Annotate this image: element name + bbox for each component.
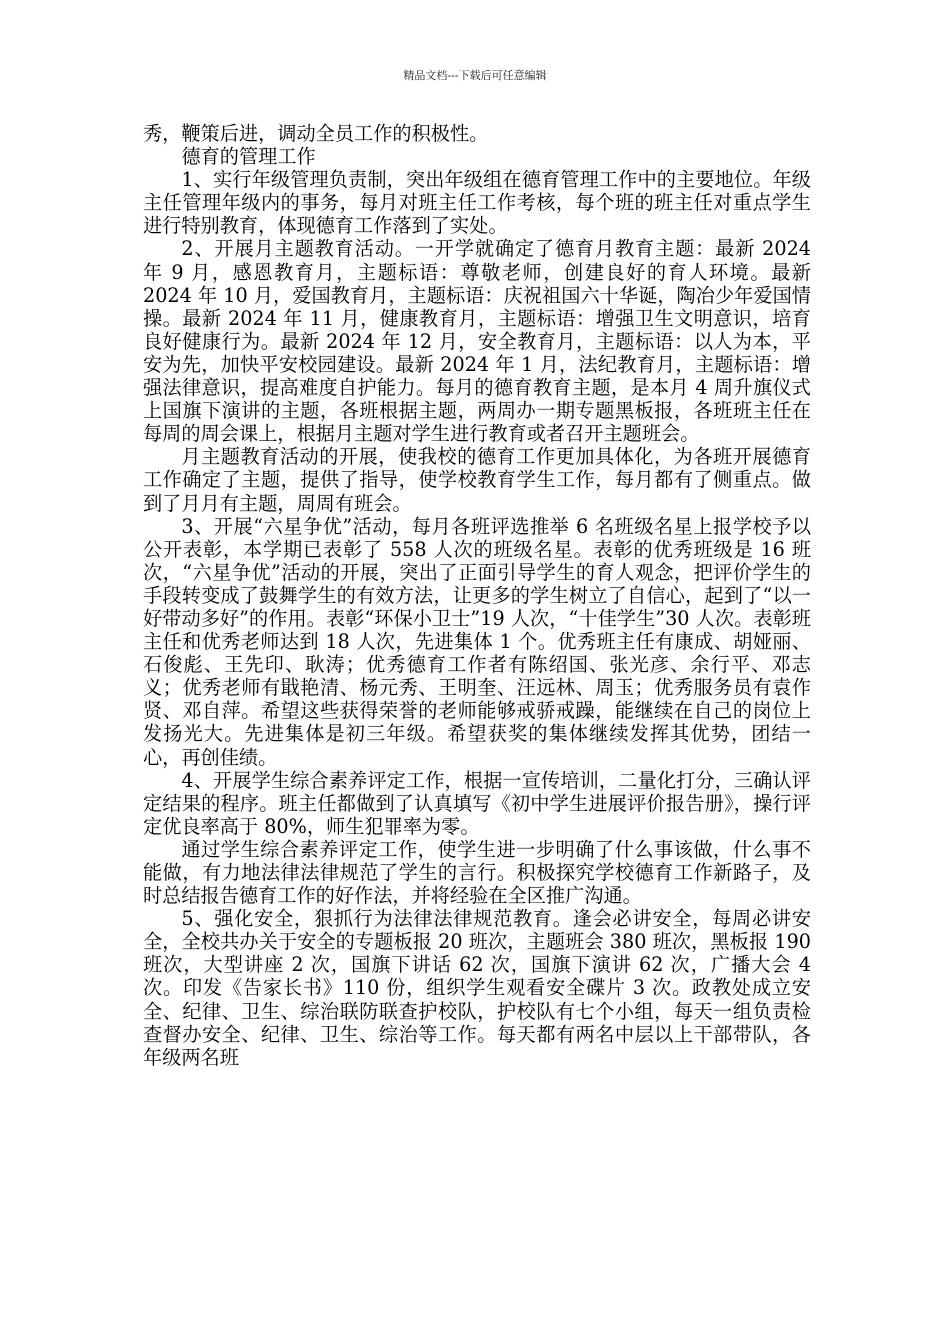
paragraph: 秀，鞭策后进，调动全员工作的积极性。 <box>143 122 489 145</box>
section-heading: 德育的管理工作 <box>181 145 316 169</box>
document-body <box>143 122 811 1069</box>
paragraph: 通过学生综合素养评定工作，使学生进一步明确了什么事该做，什么事不能做，有力地法律法律规范了学生的言行。积极探究学校德育工作新路子，及时总结报告德育工作的好作法，并将经验在全区推广沟通。 <box>143 837 811 908</box>
paragraph: 4、开展学生综合素养评定工作，根据一宣传培训，二量化打分，三确认评定结果的程序。班主任都做到了认真填写《初中学生进展评价报告册》，操行评定优良率高于 80%，师生犯罪率为零。 <box>143 768 811 838</box>
paragraph: 月主题教育活动的开展，使我校的德育工作更加具体化，为各班开展德育工作确定了主题，提供了指导，使学校教育学生工作，每月都有了侧重点。做到了月月有主题，周周有班会。 <box>143 445 811 515</box>
page-header: 精品文档---下载后可任意编辑 <box>403 69 547 82</box>
paragraph: 5、强化安全，狠抓行为法律法律规范教育。逢会必讲安全，每周必讲安全，全校共办关于安全的专题板报 20 班次，主题班会 380 班次，黑板报 190 班次，大型讲座 2 次，国旗下讲话 62 次，国旗下演讲 62 次，广播大会 4 次。印发《告家长书》110 份，组织学生观看安全碟片 3 次。政教处成立安全、纪律、卫生、综治联防联查护校队，护校队有七个小组，每天一组负责检查督办安全、纪律、卫生、综治等工作。每天都有两名中层以上干部带队，各年级两名班 <box>143 907 811 1069</box>
paragraph: 2、开展月主题教育活动。一开学就确定了德育月教育主题：最新 2024 年 9 月，感恩教育月，主题标语：尊敬老师，创建良好的育人环境。最新 2024 年 10 月，爱国教育月，主题标语：庆祝祖国六十华诞，陶冶少年爱国情操。最新 2024 年 11 月，健康教育月，主题标语：增强卫生文明意识，培育良好健康行为。最新 2024 年 12 月，安全教育月，主题标语：以人为本，平安为先，加快平安校园建设。最新 2024 年 1 月，法纪教育月，主题标语：增强法律意识，提高难度自护能力。每月的德育教育主题，是本月 4 周升旗仪式上国旗下演讲的主题，各班根据主题，两周办一期专题黑板报，各班班主任在每周的周会课上，根据月主题对学生进行教育或者召开主题班会。 <box>143 237 811 446</box>
paragraph: 1、实行年级管理负责制，突出年级组在德育管理工作中的主要地位。年级主任管理年级内的事务，每月对班主任工作考核，每个班的班主任对重点学生进行特别教育，体现德育工作落到了实处。 <box>143 168 811 238</box>
paragraph: 3、开展“六星争优”活动，每月各班评选推举 6 名班级名星上报学校予以公开表彰，本学期已表彰了 558 人次的班级名星。表彰的优秀班级是 16 班次，“六星争优”活动的开展，突出了正面引导学生的育人观念，把评价学生的手段转变成了鼓舞学生的有效方法，让更多的学生树立了自信心，起到了“以一好带动多好”的作用。表彰“环保小卫士”19 人次，“十佳学生”30 人次。表彰班主任和优秀老师达到 18 人次，先进集体 1 个。优秀班主任有康成、胡娅丽、石俊彪、王先印、耿涛；优秀德育工作者有陈绍国、张光彦、余行平、邓志义；优秀老师有戢艳清、杨元秀、王明奎、汪远林、周玉；优秀服务员有袁作贤、邓自萍。希望这些获得荣誉的老师能够戒骄戒躁，能继续在自己的岗位上发扬光大。先进集体是初三年级。希望获奖的集体继续发挥其优势，团结一心，再创佳绩。 <box>143 514 811 769</box>
